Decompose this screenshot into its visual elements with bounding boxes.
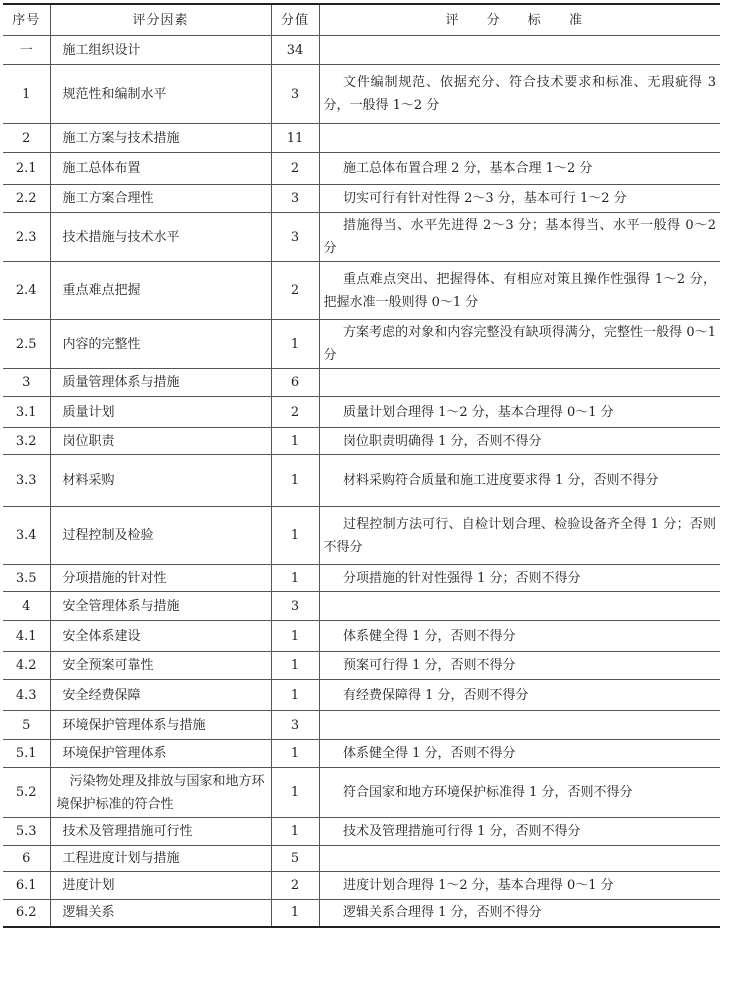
row-score: 1 [271, 768, 319, 818]
row-factor: 安全体系建设 [50, 621, 271, 652]
row-criteria: 符合国家和地方环境保护标准得 1 分，否则不得分 [319, 768, 720, 818]
row-score: 1 [271, 320, 319, 369]
table-row [3, 592, 720, 621]
table-row [3, 565, 720, 592]
table-row [3, 680, 720, 711]
row-factor: 环境保护管理体系与措施 [50, 711, 271, 740]
table-row [3, 768, 720, 818]
table-row [3, 65, 720, 124]
row-criteria: 文件编制规范、依据充分、符合技术要求和标准、无瑕疵得 3 分，一般得 1～2 分 [319, 65, 720, 124]
row-number: 2 [3, 124, 50, 153]
table-row [3, 397, 720, 428]
row-factor: 污染物处理及排放与国家和地方环境保护标准的符合性 [50, 768, 271, 818]
row-score: 2 [271, 262, 319, 320]
row-number: 2.3 [3, 213, 50, 262]
row-number: 3.3 [3, 455, 50, 507]
table-row [3, 455, 720, 507]
row-score: 34 [271, 36, 319, 65]
table-row [3, 740, 720, 768]
row-score: 1 [271, 740, 319, 768]
row-criteria: 有经费保障得 1 分，否则不得分 [319, 680, 720, 711]
table-row [3, 818, 720, 846]
row-factor: 重点难点把握 [50, 262, 271, 320]
row-number: 4 [3, 592, 50, 621]
row-factor: 内容的完整性 [50, 320, 271, 369]
row-criteria [319, 592, 720, 621]
row-criteria: 逻辑关系合理得 1 分，否则不得分 [319, 900, 720, 927]
row-number: 5 [3, 711, 50, 740]
row-score: 11 [271, 124, 319, 153]
row-factor: 技术及管理措施可行性 [50, 818, 271, 846]
row-factor: 逻辑关系 [50, 900, 271, 927]
table-row [3, 369, 720, 397]
row-number: 2.4 [3, 262, 50, 320]
row-criteria [319, 711, 720, 740]
row-criteria: 体系健全得 1 分，否则不得分 [319, 740, 720, 768]
row-number: 5.3 [3, 818, 50, 846]
row-criteria: 技术及管理措施可行得 1 分，否则不得分 [319, 818, 720, 846]
table-row [3, 124, 720, 153]
row-score: 1 [271, 507, 319, 565]
row-number: 3.4 [3, 507, 50, 565]
row-number: 6.1 [3, 872, 50, 900]
row-factor: 施工总体布置 [50, 153, 271, 185]
row-number: 2.2 [3, 185, 50, 213]
row-score: 3 [271, 65, 319, 124]
row-score: 1 [271, 621, 319, 652]
row-factor: 施工组织设计 [50, 36, 271, 65]
header-row [3, 4, 720, 36]
row-factor: 安全经费保障 [50, 680, 271, 711]
table-row [3, 900, 720, 927]
table-row [3, 621, 720, 652]
row-number: 3.1 [3, 397, 50, 428]
table-row [3, 846, 720, 872]
row-factor: 质量管理体系与措施 [50, 369, 271, 397]
table-row [3, 872, 720, 900]
row-score: 3 [271, 592, 319, 621]
row-number: 3 [3, 369, 50, 397]
row-number: 6.2 [3, 900, 50, 927]
row-number: 6 [3, 846, 50, 872]
row-score: 1 [271, 428, 319, 455]
table-row [3, 320, 720, 369]
table-row [3, 185, 720, 213]
row-factor: 过程控制及检验 [50, 507, 271, 565]
row-score: 1 [271, 652, 319, 680]
header-score: 分值 [271, 4, 319, 36]
row-score: 1 [271, 900, 319, 927]
row-score: 3 [271, 185, 319, 213]
row-criteria [319, 36, 720, 65]
row-factor: 分项措施的针对性 [50, 565, 271, 592]
header-criteria: 评 分 标 准 [319, 4, 720, 36]
table-row [3, 262, 720, 320]
row-number: 1 [3, 65, 50, 124]
scoring-table [3, 3, 720, 928]
row-criteria: 进度计划合理得 1～2 分，基本合理得 0～1 分 [319, 872, 720, 900]
row-criteria: 体系健全得 1 分，否则不得分 [319, 621, 720, 652]
row-number: 2.5 [3, 320, 50, 369]
row-factor: 材料采购 [50, 455, 271, 507]
row-criteria: 过程控制方法可行、自检计划合理、检验设备齐全得 1 分；否则不得分 [319, 507, 720, 565]
row-number: 一 [3, 36, 50, 65]
row-criteria: 分项措施的针对性强得 1 分；否则不得分 [319, 565, 720, 592]
row-criteria: 措施得当、水平先进得 2～3 分；基本得当、水平一般得 0～2 分 [319, 213, 720, 262]
row-score: 1 [271, 455, 319, 507]
table-row [3, 153, 720, 185]
table-row [3, 507, 720, 565]
table-row [3, 711, 720, 740]
row-score: 2 [271, 872, 319, 900]
row-number: 3.5 [3, 565, 50, 592]
row-number: 3.2 [3, 428, 50, 455]
table-row [3, 652, 720, 680]
row-number: 5.2 [3, 768, 50, 818]
row-factor: 进度计划 [50, 872, 271, 900]
row-number: 4.3 [3, 680, 50, 711]
row-criteria: 重点难点突出、把握得体、有相应对策且操作性强得 1～2 分，把握水准一般则得 0～1 分 [319, 262, 720, 320]
row-criteria: 施工总体布置合理 2 分，基本合理 1～2 分 [319, 153, 720, 185]
row-factor: 安全预案可靠性 [50, 652, 271, 680]
row-score: 3 [271, 213, 319, 262]
row-factor: 施工方案与技术措施 [50, 124, 271, 153]
row-score: 1 [271, 818, 319, 846]
row-criteria: 质量计划合理得 1～2 分，基本合理得 0～1 分 [319, 397, 720, 428]
table-row [3, 36, 720, 65]
row-factor: 规范性和编制水平 [50, 65, 271, 124]
row-score: 6 [271, 369, 319, 397]
row-factor: 岗位职责 [50, 428, 271, 455]
row-score: 3 [271, 711, 319, 740]
row-criteria: 岗位职责明确得 1 分，否则不得分 [319, 428, 720, 455]
header-no: 序号 [3, 4, 50, 36]
row-factor: 安全管理体系与措施 [50, 592, 271, 621]
row-criteria: 材料采购符合质量和施工进度要求得 1 分，否则不得分 [319, 455, 720, 507]
row-score: 1 [271, 680, 319, 711]
row-factor: 质量计划 [50, 397, 271, 428]
row-number: 2.1 [3, 153, 50, 185]
row-factor: 施工方案合理性 [50, 185, 271, 213]
row-number: 5.1 [3, 740, 50, 768]
row-score: 1 [271, 565, 319, 592]
row-score: 5 [271, 846, 319, 872]
table-row [3, 428, 720, 455]
row-score: 2 [271, 397, 319, 428]
row-criteria [319, 846, 720, 872]
header-factor: 评分因素 [50, 4, 271, 36]
row-criteria: 方案考虑的对象和内容完整没有缺项得满分，完整性一般得 0～1 分 [319, 320, 720, 369]
table-row [3, 213, 720, 262]
row-criteria [319, 369, 720, 397]
row-criteria: 预案可行得 1 分，否则不得分 [319, 652, 720, 680]
row-criteria [319, 124, 720, 153]
row-criteria: 切实可行有针对性得 2～3 分，基本可行 1～2 分 [319, 185, 720, 213]
row-factor: 技术措施与技术水平 [50, 213, 271, 262]
row-factor: 环境保护管理体系 [50, 740, 271, 768]
row-number: 4.2 [3, 652, 50, 680]
row-score: 2 [271, 153, 319, 185]
row-number: 4.1 [3, 621, 50, 652]
row-factor: 工程进度计划与措施 [50, 846, 271, 872]
